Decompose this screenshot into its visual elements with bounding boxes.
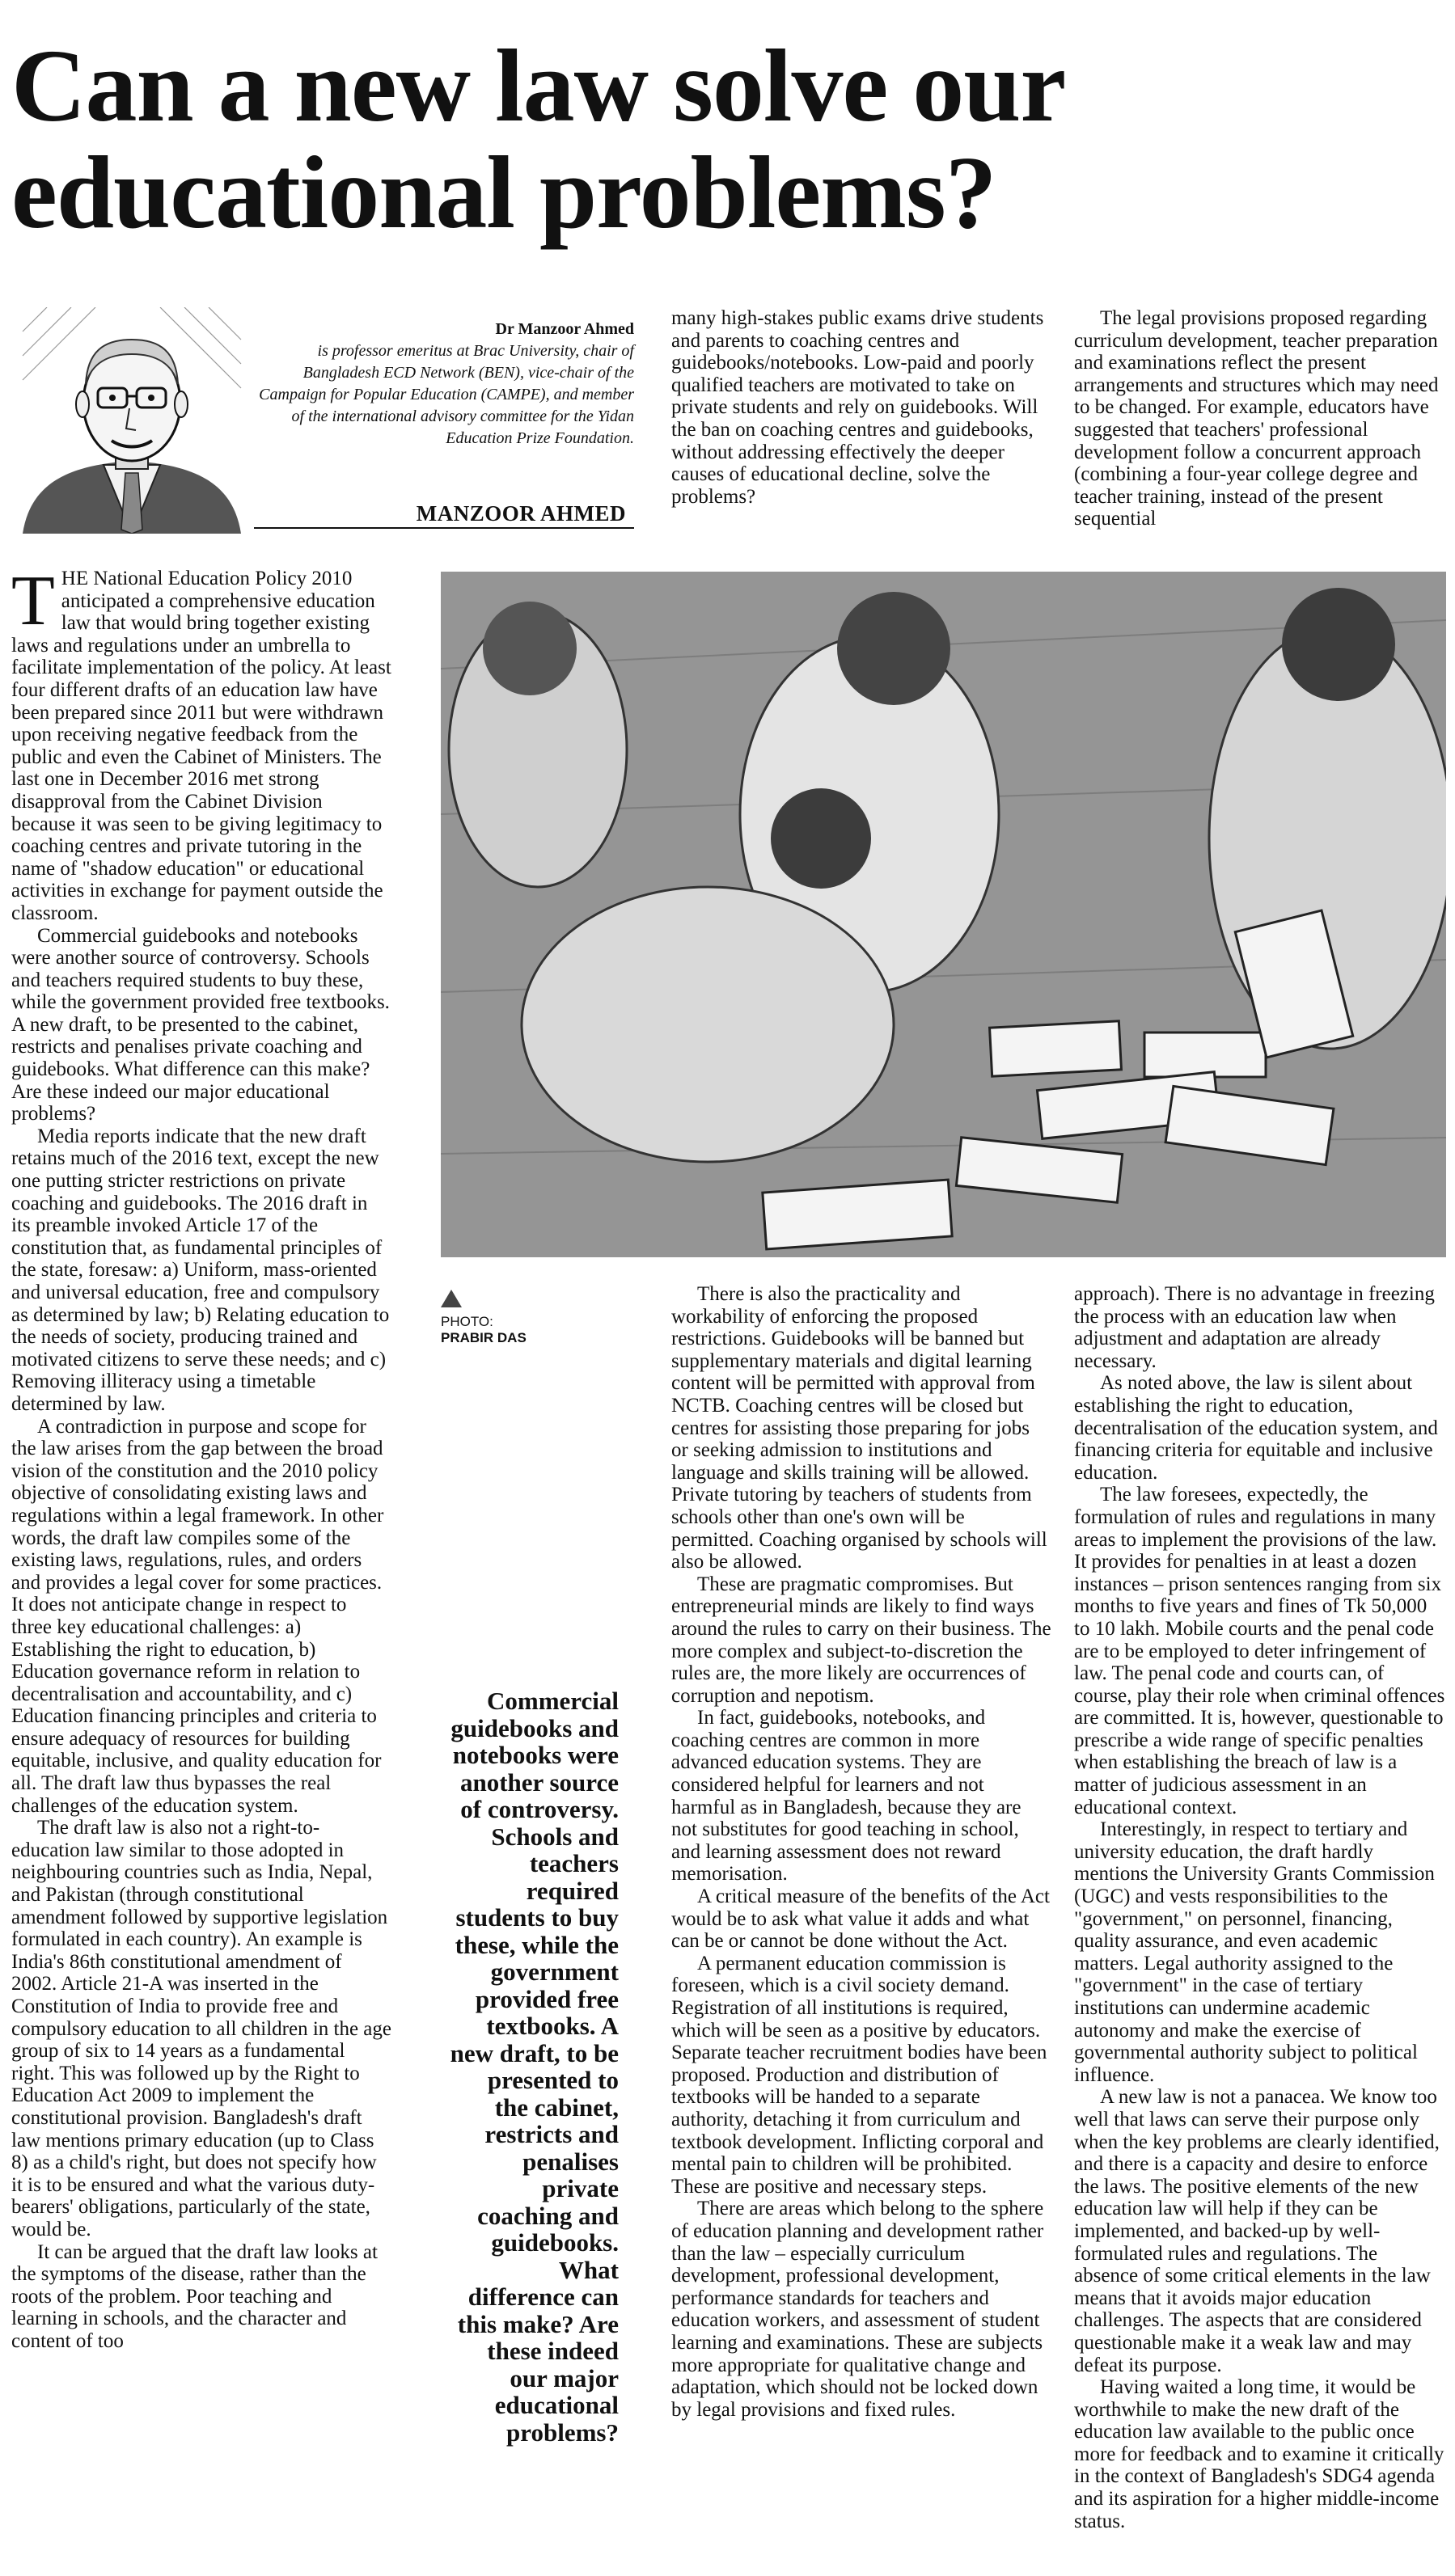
bio-author-title: Dr Manzoor Ahmed — [495, 320, 634, 338]
paragraph: many high-stakes public exams drive students and parents to coaching centres and guidebooks/notebooks. Low-paid and poorly qualified teachers are motivated to take on private students and rely on guidebooks. Will the ban on coaching centres and guidebooks, without addressing effectively the deeper causes of educational decline, solve the problems? — [671, 307, 1044, 508]
paragraph: approach). There is no advantage in freezing the process with an education law when adjustment and adaptation are already necessary. — [1074, 1283, 1435, 1372]
paragraph: Having waited a long time, it would be worthwhile to make the new draft of the education law available to the public once more for feedback and to examine it critically in the context of Bangladesh's SDG4 agenda and its aspiration for a higher middle-income status. — [1074, 2376, 1444, 2532]
column-4 — [1074, 1283, 1446, 2532]
paragraph: As noted above, the law is silent about establishing the right to education, decentralisation of the education system, and financing criteria for equitable and inclusive education. — [1074, 1372, 1438, 1484]
author-bio — [254, 319, 634, 450]
column-3 — [671, 1283, 1051, 2421]
paragraph: A contradiction in purpose and scope for the law arises from the gap between the broad vision of the constitution and the 2010 policy objective of consolidating existing laws and regulations within a legal framework. In other words, the draft law compiles some of the existing laws, regulations, rules, and orders and provides a legal cover for some practices. It does not anticipate change in respect to three key educational challenges: a) Establishing the right to education, b) Education governance reform in relation to decentralisation and accountability, and c) Education financing principles and criteria to ensure adequacy of resources for building equitable, inclusive, and quality education for all. The draft law thus bypasses the real challenges of the education system. — [11, 1415, 384, 1817]
column-3-top — [1074, 307, 1446, 530]
triangle-icon — [441, 1290, 462, 1307]
article-headline: Can a new law solve our educational problems? — [11, 28, 1064, 250]
photo-credit — [441, 1290, 643, 1346]
photo-credit-name: PRABIR DAS — [441, 1330, 527, 1345]
drop-cap: T — [11, 562, 55, 640]
paragraph: A new law is not a panacea. We know too well that laws can serve their purpose only when the key problems are clearly identified, and there is a capacity and desire to enforce the laws. The positive elements of the new education law will help if they can be implemented, and backed-up by well-formulated rules and regulations. The absence of some critical elements in the law means that it avoids major education challenges. The aspects that are considered questionable make it a weak law and may defeat its purpose. — [1074, 2086, 1440, 2376]
byline-box — [11, 301, 634, 535]
column-1 — [11, 562, 391, 2353]
paragraph: The draft law is also not a right-to-education law similar to those adopted in neighbouring countries such as India, Nepal, and Pakistan (through constitutional amendment followed by supportive legislation formulated in each country). An example is India's 86th constitutional amendment of 2002. Article 21-A was inserted in the Constitution of India to provide free and compulsory education to all children in the age group of six to 14 years as a fundamental right. This was followed up by the Right to Education Act 2009 to implement the constitutional provision. Bangladesh's draft law mentions primary education (up to Class 8) as a child's right, but does not specify how it is to be ensured and what the various duty-bearers' obligations, particularly of the state, would be. — [11, 1817, 391, 2240]
pull-quote: Commercial guidebooks and notebooks were another source of controversy. Schools and teachers required students to buy these, while the government provided free textbooks. A new draft, to be presented to the cabinet, restricts and penalises private coaching and guidebooks. What difference can this make? Are these indeed our major educational problems? — [450, 1687, 619, 2447]
author-portrait — [15, 307, 249, 534]
byline-divider — [254, 527, 634, 529]
bio-text: is professor emeritus at Brac University, chair of Bangladesh ECD Network (BEN), vice-chair of the Campaign for Popular Education (CAMPE), and member of the international advisory committee for the Yidan Education Prize Foundation. — [259, 342, 634, 447]
paragraph: In fact, guidebooks, notebooks, and coaching centres are common in more advanced education systems. They are considered helpful for learners and not harmful as in Bangladesh, because they are not substitutes for good teaching in school, and learning assessment does not reward memorisation. — [671, 1707, 1021, 1886]
photo-credit-label: PHOTO: — [441, 1314, 493, 1329]
column-2-top — [671, 307, 1051, 508]
paragraph: The law foresees, expectedly, the formulation of rules and regulations in many areas to implement the provisions of the law. It provides for penalties in at least a dozen instances – prison sentences ranging from six months to five years and fines of Tk 50,000 to 10 lakh. Mobile courts and the penal code are to be employed to deter infringement of law. The penal code and courts can, of course, play their role when criminal offences are committed. It is, however, questionable to prescribe a wide range of specific penalties when establishing the breach of law is a matter of judicious assessment in an educational context. — [1074, 1484, 1445, 1818]
paragraph: A permanent education commission is foreseen, which is a civil society demand. Registration of all institutions is required, which will be seen as a positive by educators. Separate teacher recruitment bodies have been proposed. Production and distribution of textbooks will be handed to a separate authority, detaching it from curriculum and textbook development. Inflicting corporal and mental pain to children will be prohibited. These are positive and necessary steps. — [671, 1952, 1047, 2198]
paragraph: Interestingly, in respect to tertiary and university education, the draft hardly mentions the University Grants Commission (UGC) and vests responsibilities to the "government," on personnel, financing, quality assurance, and even academic matters. Legal authority assigned to the "government" in the case of tertiary institutions can undermine academic autonomy and make the exercise of governmental authority subject to political influence. — [1074, 1818, 1435, 2086]
paragraph: The legal provisions proposed regarding curriculum development, teacher preparation and examinations reflect the present arrangements and structures which may need to be changed. For example, educators have suggested that teachers' professional development follow a concurrent approach (combining a four-year college degree and teacher training, instead of the present sequential — [1074, 307, 1439, 530]
paragraph: Media reports indicate that the new draft retains much of the 2016 text, except the new one putting stricter restrictions on private coaching and guidebooks. The 2016 draft in its preamble invoked Article 17 of the constitution that, as fundamental principles of the state, foresaw: a) Uniform, mass-oriented and universal education, free and compulsory as determined by law; b) Relating education to the needs of society, producing trained and motivated citizens to serve these needs; and c) Removing illiteracy using a timetable determined by law. — [11, 1125, 390, 1415]
author-name: MANZOOR AHMED — [416, 501, 626, 526]
paragraph: There is also the practicality and workability of enforcing the proposed restrictions. Guidebooks will be banned but supplementary materials and digital learning content will be permitted with approval from NCTB. Coaching centres will be closed but centres for assisting those preparing for jobs or seeking admission to institutions and language and skills training will be allowed. Private tutoring by teachers of students from schools other than one's own will be permitted. Coaching organised by schools will also be allowed. — [671, 1283, 1047, 1573]
paragraph: There are areas which belong to the sphere of education planning and development rather than the law – especially curriculum development, professional development, performance standards for teachers and education workers, and assessment of student learning and examinations. These are subjects more appropriate for qualitative change and adaptation, which should not be locked down by legal provisions and fixed rules. — [671, 2198, 1044, 2421]
paragraph: Commercial guidebooks and notebooks were another source of controversy. Schools and teachers required students to buy these, while the government provided free textbooks. A new draft, to be presented to the cabinet, restricts and penalises private coaching and guidebooks. What difference can this make? Are these indeed our major educational problems? — [11, 924, 390, 1125]
paragraph: THE National Education Policy 2010 anticipated a comprehensive education law that would bring together existing laws and regulations under an umbrella to facilitate implementation of the policy. At least four different drafts of an education law have been prepared since 2011 but were withdrawn upon receiving negative feedback from the public and even the Cabinet of Ministers. The last one in December 2016 met strong disapproval from the Cabinet Division because it was seen to be giving legitimacy to coaching centres and private tutoring in the name of "shadow education" or educational activities in exchange for payment outside the classroom. — [11, 562, 391, 924]
article-photo — [441, 572, 1446, 1257]
paragraph: A critical measure of the benefits of the Act would be to ask what value it adds and what can be or cannot be done without the Act. — [671, 1886, 1050, 1953]
paragraph: It can be argued that the draft law looks at the symptoms of the disease, rather than the roots of the problem. Poor teaching and learning in schools, and the character and content of too — [11, 2240, 378, 2352]
paragraph: These are pragmatic compromises. But entrepreneurial minds are likely to find ways around the rules to carry on their business. The more complex and subject-to-discretion the rules are, the more likely are occurrences of corruption and nepotism. — [671, 1573, 1051, 1707]
